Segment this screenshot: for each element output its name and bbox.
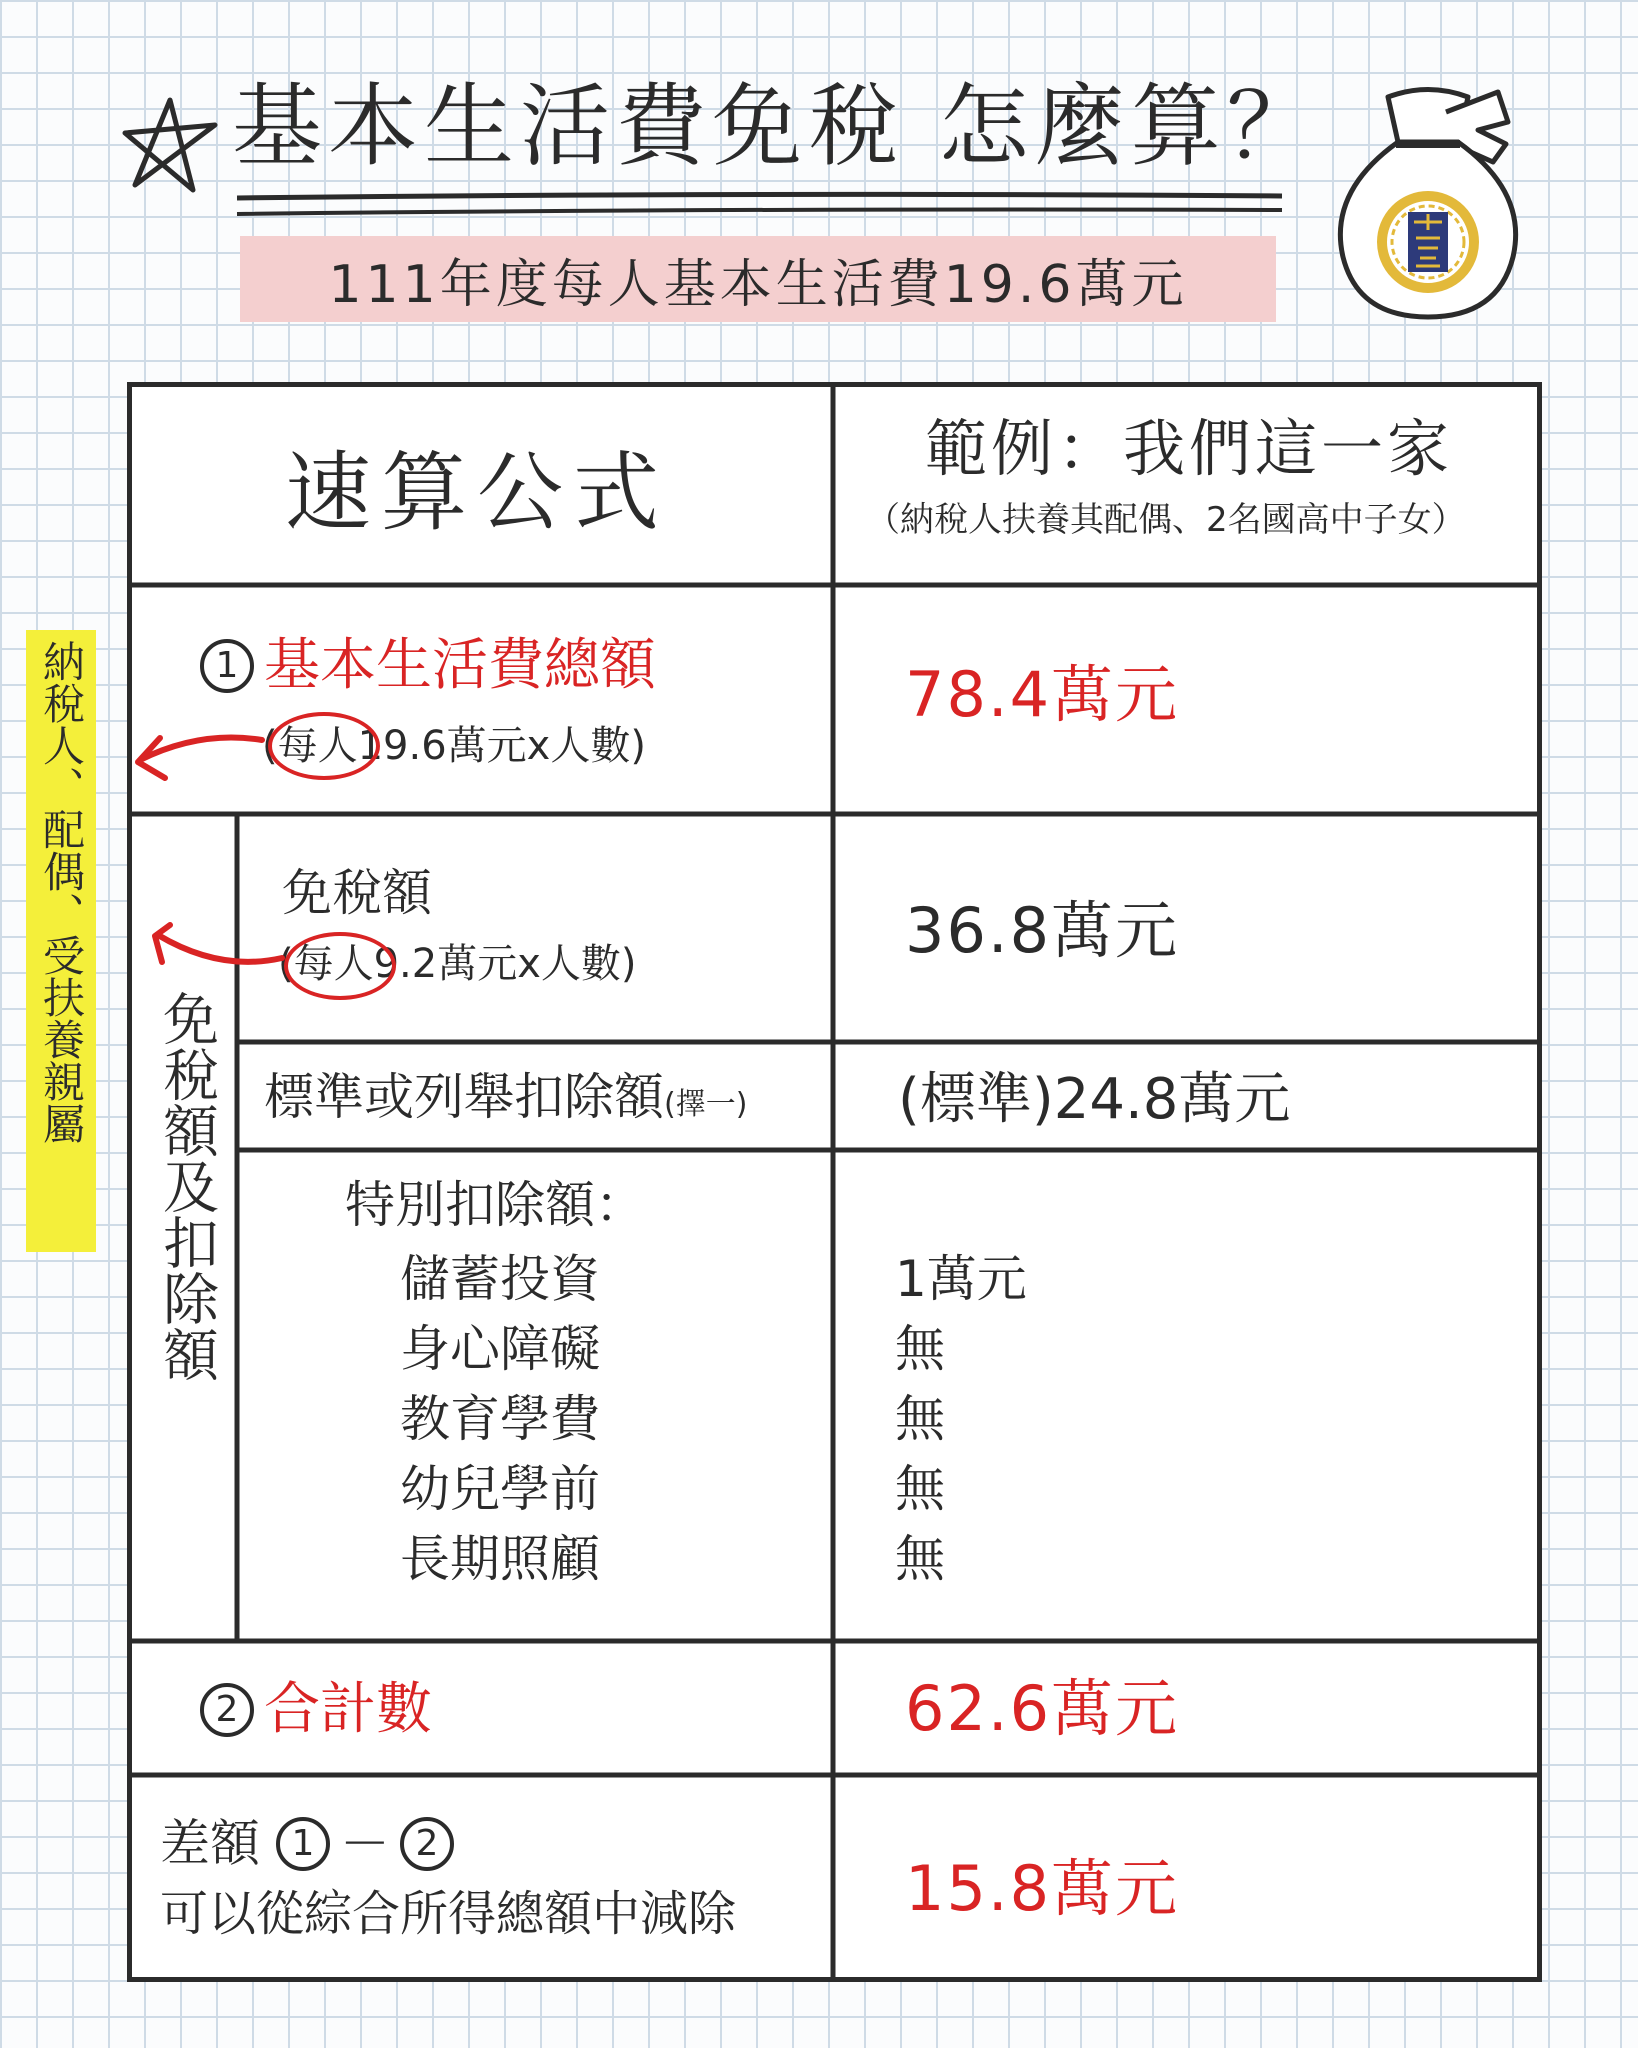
circle-annotation (268, 712, 380, 780)
moneybag-icon (1328, 82, 1528, 322)
special-deduction-list (400, 1244, 600, 1594)
marker-1: 1 (276, 1817, 330, 1871)
row6-line2: 可以從綜合所得總額中減除 (160, 1886, 737, 1942)
group-label: 免稅額及扣除額 (154, 990, 219, 1382)
title-underline (232, 190, 1287, 220)
list-item-value: 無 (895, 1530, 945, 1588)
row5-value: 62.6萬元 (905, 1672, 1180, 1745)
list-item-label: 幼兒學前 (400, 1460, 600, 1518)
row5-label: 合計數 (264, 1677, 432, 1742)
list-item-label: 身心障礙 (400, 1320, 600, 1378)
row1-value: 78.4萬元 (905, 658, 1180, 731)
special-deduction-values (895, 1244, 1027, 1594)
row6-line1 (160, 1815, 464, 1871)
row1-formula-open: ( (262, 723, 278, 769)
sidenote: 納稅人、配偶、受扶養親屬 (37, 640, 86, 1144)
list-item-value: 1萬元 (895, 1250, 1027, 1308)
row5-title (200, 1677, 432, 1742)
list-item-label: 儲蓄投資 (400, 1250, 600, 1308)
row2-value: 36.8萬元 (905, 894, 1180, 967)
table-grid (127, 382, 1542, 1982)
marker-1: 1 (200, 639, 254, 693)
marker-2: 2 (200, 1683, 254, 1737)
row3-value: (標準)24.8萬元 (898, 1067, 1291, 1132)
row6-minus: － (339, 1814, 390, 1873)
col2-header: 範例：我們這一家 (925, 412, 1454, 485)
list-item-value: 無 (895, 1320, 945, 1378)
marker-2: 2 (400, 1817, 454, 1871)
col1-header: 速算公式 (285, 443, 669, 543)
row1-formula-circled: 每人 (277, 723, 358, 769)
row1-title (200, 633, 656, 698)
row1-formula-rest: 19.6萬元x人數) (357, 723, 646, 769)
list-item-value: 無 (895, 1390, 945, 1448)
row2-formula-circled: 每人 (293, 941, 374, 987)
row4-heading: 特別扣除額： (345, 1176, 645, 1234)
col2-subheader: （納稅人扶養其配偶、2名國高中子女） (866, 500, 1466, 540)
list-item-label: 長期照顧 (400, 1530, 600, 1588)
subtitle: 111年度每人基本生活費19.6萬元 (328, 254, 1188, 315)
circle-annotation (284, 932, 396, 1000)
star-icon (115, 95, 225, 195)
row6-value: 15.8萬元 (905, 1852, 1180, 1925)
row3-note: (擇一) (664, 1087, 748, 1122)
row1-label: 基本生活費總額 (264, 633, 656, 698)
row2-formula-open: ( (278, 941, 294, 987)
list-item-label: 教育學費 (400, 1390, 600, 1448)
list-item-value: 無 (895, 1460, 945, 1518)
row6-prefix: 差額 (160, 1814, 260, 1873)
row2-label: 免稅額 (282, 864, 432, 922)
row3-title (264, 1068, 748, 1126)
row2-formula-rest: 9.2萬元x人數) (373, 941, 637, 987)
page-title: 基本生活費免稅 怎麼算？ (232, 74, 1323, 179)
row3-label: 標準或列舉扣除額 (264, 1068, 664, 1126)
